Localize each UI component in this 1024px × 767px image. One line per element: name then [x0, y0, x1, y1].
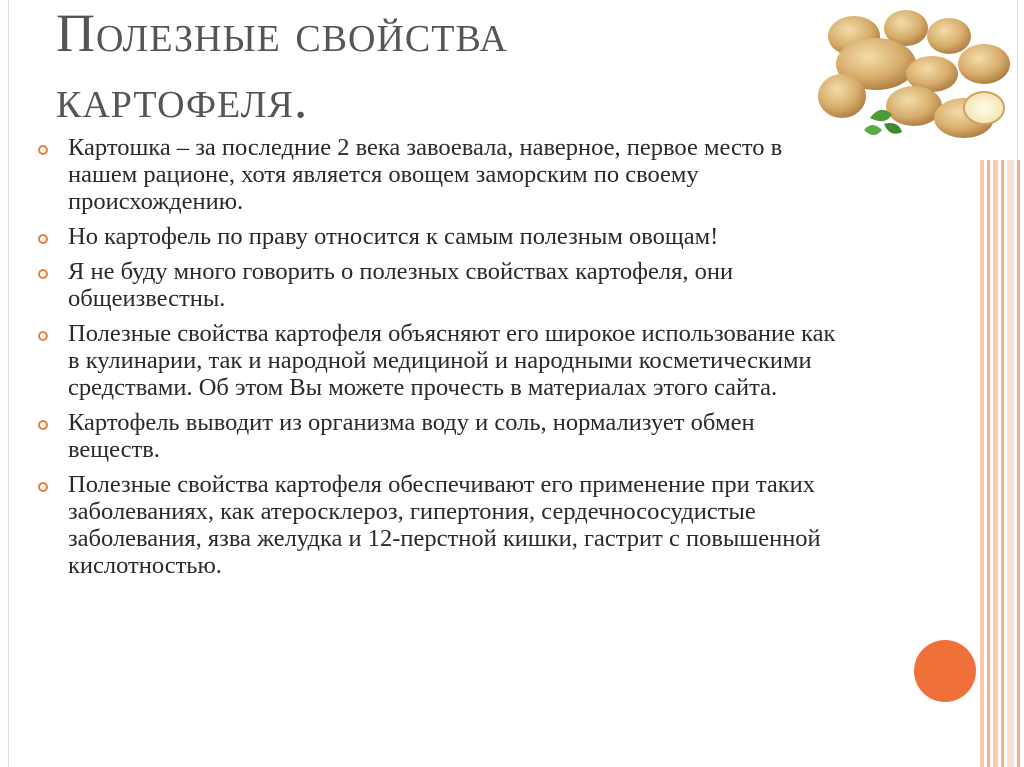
bullet-icon	[38, 482, 48, 492]
potatoes-image	[814, 6, 1014, 156]
list-item	[36, 471, 836, 579]
bullet-text: Полезные свойства картофеля обеспечивают его применение при таких заболеваниях, как атеросклероз, гипертония, сердечнососудистые заболевания, язва желудка и 12-перстной кишки, гастрит с повышенной кислотностью.	[68, 471, 821, 579]
bullet-icon	[38, 269, 48, 279]
list-item	[36, 258, 836, 312]
stripe	[987, 160, 990, 767]
bullet-text: Полезные свойства картофеля объясняют его широкое использование как в кулинарии, так и народной медициной и народными косметическими средствами. Об этом Вы можете прочесть в материалах этого сайта.	[68, 320, 836, 401]
bullet-list	[36, 134, 836, 587]
potatoes-icon	[814, 6, 1014, 156]
bullet-text: Картошка – за последние 2 века завоевала, наверное, первое место в нашем рационе, хотя является овощем заморским по своему происхождению.	[68, 134, 783, 215]
bullet-text: Но картофель по праву относится к самым полезным овощам!	[68, 223, 719, 250]
bullet-icon	[38, 420, 48, 430]
list-item	[36, 409, 836, 463]
bullet-icon	[38, 331, 48, 341]
decorative-circle	[914, 640, 976, 702]
decorative-stripes	[976, 160, 1024, 767]
list-item	[36, 223, 836, 250]
bullet-icon	[38, 145, 48, 155]
slide-title	[56, 0, 816, 132]
list-item	[36, 134, 836, 215]
stripe	[980, 160, 984, 767]
stripe	[1017, 160, 1020, 767]
stripe	[993, 160, 998, 767]
bullet-icon	[38, 234, 48, 244]
stripe	[1007, 160, 1014, 767]
list-item	[36, 320, 836, 401]
title-line-2: картофеля.	[56, 69, 309, 129]
bullet-text: Картофель выводит из организма воду и соль, нормализует обмен веществ.	[68, 409, 755, 463]
bullet-text: Я не буду много говорить о полезных свойствах картофеля, они общеизвестны.	[68, 258, 734, 312]
stripe	[1001, 160, 1004, 767]
title-line-1: Полезные свойства	[56, 3, 508, 63]
